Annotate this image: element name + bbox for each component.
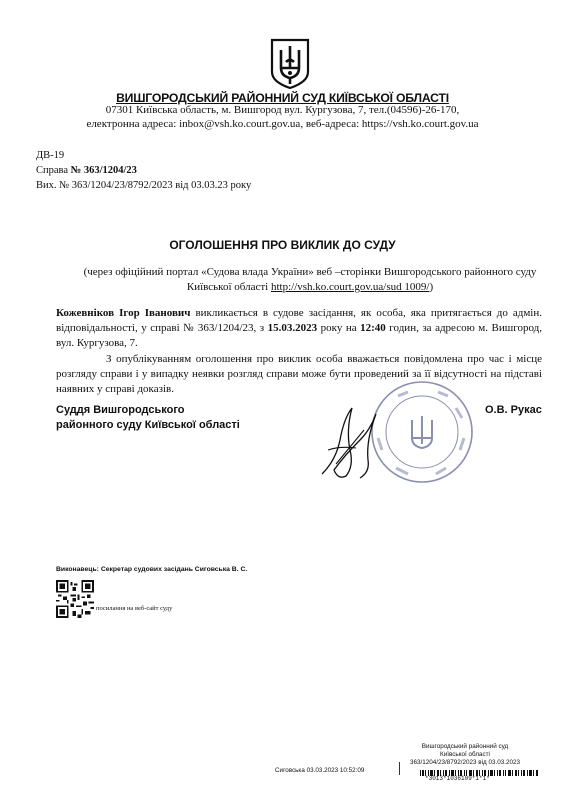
person-name: Кожевніков Ігор Іванович — [56, 307, 191, 319]
case-number-value: № 363/1204/23 — [70, 165, 137, 176]
case-label: Справа — [36, 165, 71, 176]
judge-title-line1: Суддя Вишгородського — [56, 404, 185, 416]
printed-by: Сиговська 03.03.2023 10:52:09 — [275, 767, 365, 774]
notice-title: ОГОЛОШЕННЯ ПРО ВИКЛИК ДО СУДУ — [169, 238, 396, 252]
registration-block — [395, 743, 535, 767]
hearing-date: 15.03.2023 — [267, 322, 318, 334]
court-contacts: електронна адреса: inbox@vsh.ko.court.gov.ua, веб-адреса: https://vsh.ko.court.gov.ua — [86, 118, 479, 130]
notice-effect-paragraph: З опублікуванням оголошення про виклик особа вважається повідомлена про час і місце розгляду справи і у випадку неявки розгляд справи може бути проведений за її відсутності на підставі наявних у справі доказів. — [56, 353, 542, 395]
judge-title-line2: районного суду Київської області — [56, 419, 240, 431]
judge-signature — [316, 400, 386, 482]
registration-number: 363/1204/23/8792/2023 від 03.03.2023 — [410, 759, 520, 766]
coat-of-arms-emblem — [269, 38, 311, 90]
qr-caption: посилання на веб-сайт суду — [96, 605, 173, 612]
qr-code-icon[interactable] — [56, 580, 94, 618]
court-address: 07301 Київська область, м. Вишгород вул. Кургузова, 7, тел.(04596)-26-170, — [105, 104, 460, 116]
form-code: ДВ-19 — [36, 150, 65, 161]
notice-subtitle — [70, 265, 550, 295]
registration-court: Вишгородський районний суд — [421, 743, 509, 750]
court-website-link[interactable]: http://vsh.ko.court.gov.ua/sud 1009/ — [270, 281, 430, 293]
summons-text-c: годин, за адресою м. Вишгород, вул. Кургузова, 7. — [56, 322, 542, 349]
registration-region: Київської області — [440, 751, 490, 758]
outgoing-number: Вих. № 363/1204/23/8792/2023 від 03.03.23 року — [36, 180, 252, 191]
judge-name: О.В. Рукас — [485, 404, 542, 416]
summons-paragraph — [56, 306, 542, 351]
summons-text-a: викликається в судове засідання, як особа, яка притягається до адмін. відповідальності, у справі № 363/1204/23, з — [56, 307, 542, 334]
subtitle-end: ) — [429, 281, 434, 293]
court-name: ВИШГОРОДСЬКИЙ РАЙОННИЙ СУД КИЇВСЬКОЇ ОБЛАСТІ — [116, 91, 449, 105]
barcode-number: *3013*1036109*1*1* — [425, 775, 490, 782]
executor-line: Виконавець: Секретар судових засідань Сиговська В. С. — [56, 566, 248, 573]
footer-divider — [399, 762, 400, 775]
judge-title — [56, 403, 240, 433]
summons-text-b: року на — [317, 322, 361, 334]
hearing-time: 12:40 — [360, 322, 386, 334]
case-number — [36, 163, 137, 178]
subtitle-text: (через офіційний портал «Судова влада України» веб –сторінки Вишгородського районного суду Київської області — [83, 266, 537, 293]
